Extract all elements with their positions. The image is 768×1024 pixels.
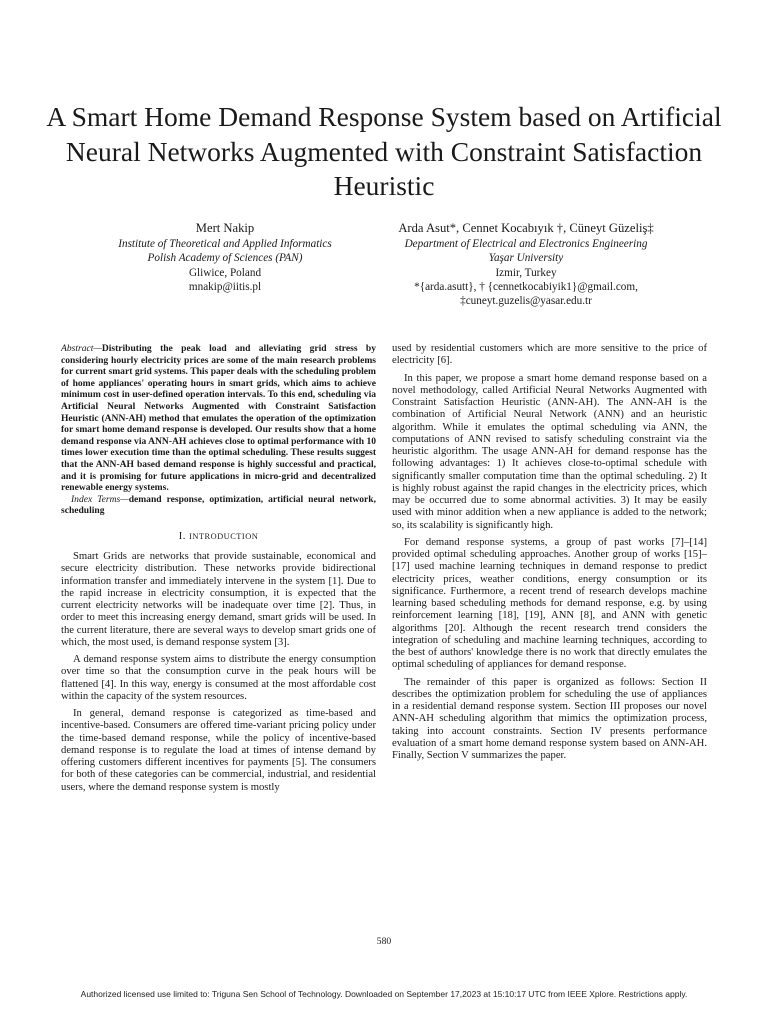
index-terms-text: demand response, optimization, artificial neural network, scheduling [61, 493, 376, 517]
author-block-right [366, 220, 686, 308]
page-number: 580 [376, 936, 392, 947]
author-location: Gliwice, Poland [188, 266, 262, 279]
affiliation-line: Department of Electrical and Electronics Engineering [404, 238, 648, 250]
section-heading [61, 531, 376, 543]
author-names: Arda Asut*, Cennet Kocabıyık †, Cüneyt Güzeliş‡ [398, 221, 654, 235]
abstract-text: Distributing the peak load and alleviating grid stress by considering hourly electricity prices are some of the main research problems for current smart grid systems. This paper deals with the scheduling problem of home appliances' operating hours in smart grids, which aims to achieve minimum cost in user-defined operation intervals. To this end, scheduling via Artificial Neural Networks Augmented with Constraint Satisfaction Heuristic (ANN-AH) method that emulates the operation of the optimization for smart home demand response is developed. Our results show that a home demand response via ANN-AH achieves close to optimal performance with 10 times lower execution time than the optimal scheduling. These results suggest that the ANN-AH based demand response is highly successful and practical, and it is promising for future applications in micro-grid and decentralized renewable energy systems. [61, 343, 376, 494]
abstract [61, 343, 376, 494]
affiliation-line: Polish Academy of Sciences (PAN) [147, 252, 303, 265]
paragraph: A demand response system aims to distribute the energy consumption over time so that the consumption curve in the peak hours will be flattened [4]. In this way, energy is consumed at the most affordable cost within the capacity of the system resources. [61, 654, 376, 702]
paragraph: In this paper, we propose a smart home demand response based on a novel methodology, called Artificial Neural Networks Augmented with Constraint Satisfaction Heuristic (ANN-AH). The ANN-AH is the combination of Artificial Neural Network (ANN) and an heuristic algorithm. While it emulates the optimal scheduling via ANN, the computations of ANN revised to satisfy scheduling constraint via the heuristic algorithm. The usage ANN-AH for demand response has the following advantages: 1) It achieves close-to-optimal schedule with significantly smaller computation time than the optimal scheduling. 2) It is highly robust against the rapid changes in the electricity prices, which may be occurred due to some abnormal activities. 3) It may be easily used with minor addition when a new appliance is added to the network; so, its scalability is significantly high. [392, 372, 707, 531]
affiliation-line: Institute of Theoretical and Applied Informatics [118, 238, 332, 250]
paragraph: used by residential customers which are more sensitive to the price of electricity [6]. [392, 343, 707, 367]
paragraph: Smart Grids are networks that provide sustainable, economical and secure electricity distribution. These networks provide bidirectional information transfer and immediately intervene in the system [1]. Due to the rapid increase in electricity consumption, it is expected that the current electricity networks will be inadequate over time [2]. Thus, in order to meet this increasing energy demand, smart grids will be used. In the current literature, there are several ways to develop smart grids one of which, the most used, is demand response system [3]. [61, 551, 376, 648]
license-footer: Authorized licensed use limited to: Triguna Sen School of Technology. Downloaded on September 17,2023 at 15:10:17 UTC from IEEE Xplore. Restrictions apply. [80, 989, 688, 999]
paragraph: In general, demand response is categorized as time-based and incentive-based. Consumers are offered time-variant pricing policy under the time-based demand response, while the policy of incentive-based demand response is to regulate the load at times of intense demand by offering customers different incentives for payments [5]. The consumers for both of these categories can be commercial, industrial, and residential users, where the demand response system is mostly [61, 708, 376, 793]
affiliation-line: Yaşar University [488, 252, 564, 265]
author-email: mnakip@iitis.pl [188, 280, 262, 293]
index-terms-label: Index Terms— [71, 493, 129, 505]
paper-title: A Smart Home Demand Response System based on Artificial Neural Networks Augmented with Constraint Satisfaction Heuristic [46, 101, 722, 201]
author-location: Izmir, Turkey [495, 266, 557, 279]
abstract-label: Abstract— [61, 343, 102, 354]
author-block-left [95, 220, 355, 294]
author-name: Mert Nakip [195, 221, 255, 235]
author-email: *{arda.asutt}, † {cennetkocabiyik1}@gmail.com, [414, 280, 638, 293]
author-email: ‡cuneyt.guzelis@yasar.edu.tr [460, 295, 592, 308]
left-column [61, 343, 376, 799]
right-column [392, 343, 707, 767]
paragraph: For demand response systems, a group of past works [7]–[14] provided optimal scheduling approaches. Another group of works [15]–[17] used machine learning techniques in demand response to predict electricity prices, weather conditions, energy consumption or its significance. Furthermore, a recent trend of research develops machine learning based scheduling methods for demand response, e.g. by using reinforcement learning [18], [19], ANN [8], and ANN with genetic algorithms [20]. Although the recent research trend considers the integration of scheduling and machine learning techniques, according to the best of authors' knowledge there is no work that directly emulates the optimal scheduling of appliances for demand response. [392, 536, 707, 671]
section-number: I. [178, 530, 186, 542]
section-title: INTRODUCTION [189, 531, 259, 541]
index-terms [61, 494, 376, 517]
paragraph: The remainder of this paper is organized as follows: Section II describes the optimization problem for scheduling the use of appliances in a residential demand response system. Section III proposes our novel ANN-AH scheduling algorithm that mimics the optimization process, taking into account constraints. Section IV presents performance evaluation of a smart home demand response system based on ANN-AH. Finally, Section V summarizes the paper. [392, 676, 707, 761]
